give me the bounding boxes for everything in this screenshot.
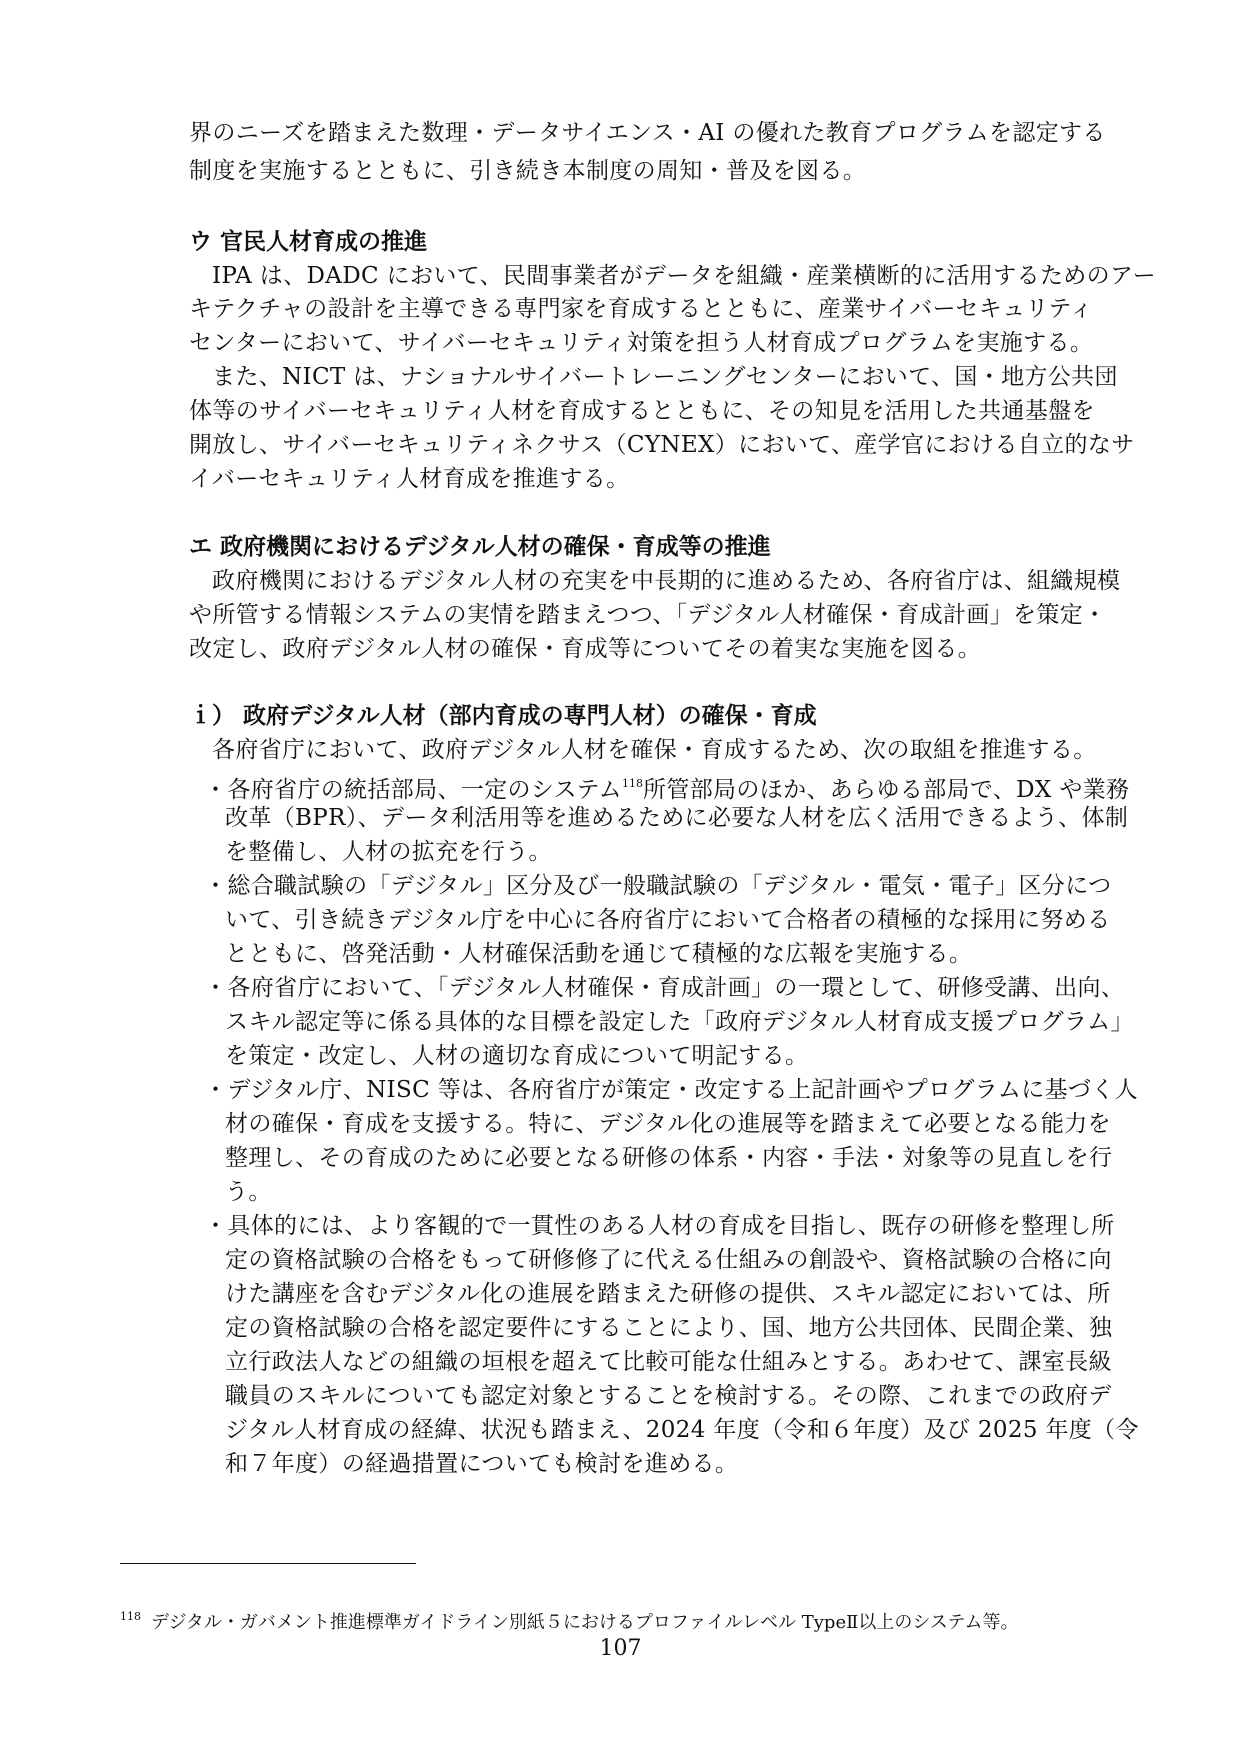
bullet-line: いて、引き続きデジタル庁を中心に各府省庁において合格者の積極的な採用に努める: [225, 907, 1111, 933]
bullet-line: 和７年度）の経過措置についても検討を進める。: [225, 1451, 739, 1477]
paragraph-line: 政府機関におけるデジタル人材の充実を中長期的に進めるため、各府省庁は、組織規模: [212, 568, 1121, 594]
paragraph-line: 体等のサイバーセキュリティ人材を育成するとともに、その知見を活用した共通基盤を: [189, 398, 1095, 424]
footnote-number: 118: [120, 1610, 141, 1623]
paragraph-line: 界のニーズを踏まえた数理・データサイエンス・AI の優れた教育プログラムを認定する: [189, 120, 1106, 146]
bullet-item-2: ・総合職試験の「デジタル」区分及び一般職試験の「デジタル・電気・電子」区分につ: [204, 873, 1112, 899]
bullet-line: う。: [225, 1179, 272, 1205]
bullet-line: 整理し、その育成のために必要となる研修の体系・内容・手法・対象等の見直しを行: [225, 1145, 1113, 1171]
bullet-item-1: [204, 769, 1129, 805]
paragraph-line: 各府省庁において、政府デジタル人材を確保・育成するため、次の取組を推進する。: [212, 737, 1097, 763]
bullet-line: けた講座を含むデジタル化の進展を踏まえた研修の提供、スキル認定においては、所: [225, 1281, 1111, 1307]
bullet-line: 定の資格試験の合格を認定要件にすることにより、国、地方公共団体、民間企業、独: [225, 1315, 1113, 1341]
page-number: 107: [599, 1636, 642, 1661]
bullet-line: スキル認定等に係る具体的な目標を設定した「政府デジタル人材育成支援プログラム」: [225, 1009, 1134, 1035]
footnote: [120, 1605, 1019, 1635]
paragraph-line: 制度を実施するとともに、引き続き本制度の周知・普及を図る。: [189, 158, 867, 184]
bullet-item-5: ・具体的には、より客観的で一貫性のある人材の育成を目指し、既存の研修を整理し所: [204, 1213, 1115, 1239]
bullet-line: を策定・改定し、人材の適切な育成について明記する。: [225, 1043, 809, 1069]
bullet-line: とともに、啓発活動・人材確保活動を通じて積極的な広報を実施する。: [225, 941, 973, 967]
paragraph-line: また、NICT は、ナショナルサイバートレーニングセンターにおいて、国・地方公共団: [212, 364, 1118, 390]
bullet-text: ・各府省庁の統括部局、一定のシステム: [204, 777, 622, 803]
section-heading-u: ウ 官民人材育成の推進: [189, 229, 428, 255]
paragraph-line: 開放し、サイバーセキュリティネクサス（CYNEX）において、産学官における自立的なサ: [189, 432, 1135, 458]
bullet-line: を整備し、人材の拡充を行う。: [225, 839, 552, 865]
paragraph-line: や所管する情報システムの実情を踏まえつつ、「デジタル人材確保・育成計画」を策定・: [189, 602, 1107, 628]
bullet-item-3: ・各府省庁において、「デジタル人材確保・育成計画」の一環として、研修受講、出向、: [204, 975, 1125, 1001]
paragraph-line: キテクチャの設計を主導できる専門家を育成するとともに、産業サイバーセキュリティ: [189, 296, 1094, 322]
footnote-ref: 118: [622, 777, 643, 790]
paragraph-line: 改定し、政府デジタル人材の確保・育成等についてその着実な実施を図る。: [189, 636, 982, 662]
paragraph-line: IPA は、DADC において、民間事業者がデータを組織・産業横断的に活用するためのアー: [212, 263, 1157, 289]
subsection-heading-i: ｉ） 政府デジタル人材（部内育成の専門人材）の確保・育成: [189, 703, 817, 729]
bullet-text: 所管部局のほか、あらゆる部局で、DX や業務: [643, 777, 1130, 803]
bullet-line: 材の確保・育成を支援する。特に、デジタル化の進展等を踏まえて必要となる能力を: [225, 1111, 1111, 1137]
bullet-line: ジタル人材育成の経緯、状況も踏まえ、2024 年度（令和６年度）及び 2025 年度（令: [225, 1417, 1139, 1443]
bullet-line: 立行政法人などの組織の垣根を超えて比較可能な仕組みとする。あわせて、課室長級: [225, 1349, 1112, 1375]
bullet-line: 定の資格試験の合格をもって研修修了に代える仕組みの創設や、資格試験の合格に向: [225, 1247, 1112, 1273]
bullet-line: 職員のスキルについても認定対象とすることを検討する。その際、これまでの政府デ: [225, 1383, 1112, 1409]
bullet-item-4: ・デジタル庁、NISC 等は、各府省庁が策定・改定する上記計画やプログラムに基づく人: [204, 1077, 1138, 1103]
footnote-separator: [120, 1563, 416, 1564]
bullet-line: 改革（BPR）、データ利活用等を進めるために必要な人材を広く活用できるよう、体制: [225, 805, 1129, 831]
section-heading-e: エ 政府機関におけるデジタル人材の確保・育成等の推進: [189, 534, 771, 560]
paragraph-line: イバーセキュリティ人材育成を推進する。: [189, 466, 630, 492]
paragraph-line: センターにおいて、サイバーセキュリティ対策を担う人材育成プログラムを実施する。: [189, 330, 1094, 356]
footnote-text: デジタル・ガバメント推進標準ガイドライン別紙５におけるプロファイルレベル TypeⅡ以上のシステム等。: [151, 1612, 1019, 1633]
